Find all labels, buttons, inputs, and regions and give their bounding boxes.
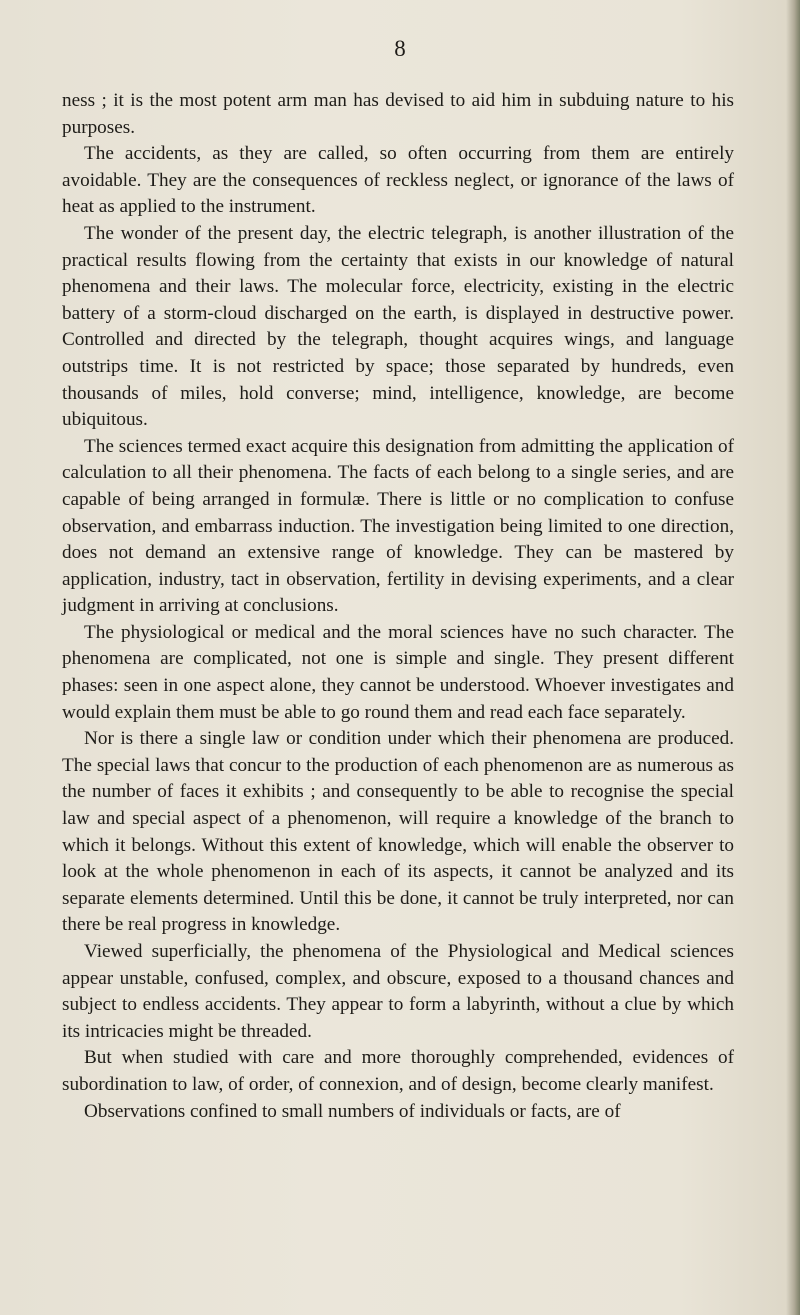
paragraph-telegraph: The wonder of the present day, the electric telegraph, is another illustration of the practical results flowing from the certainty that exists in our knowledge of natural phenomena and their laws. The molecular force, electricity, existing in the electric battery of a storm-cloud discharged on the earth, is displayed in destructive power. Controlled and directed by the telegraph, thought acquires wings, and language outstrips time. It is not restricted by space; those separated by hundreds, even thousands of miles, hold converse; mind, intelligence, knowledge, are become ubiquitous. (62, 222, 734, 431)
paragraph-accidents: The accidents, as they are called, so often occurring from them are entirely avoidable. They are the consequences of reckless neglect, or ignorance of the laws of heat as applied to the instrument. (62, 143, 734, 218)
paragraph-special-laws: Nor is there a single law or condition under which their phenomena are produced. The special laws that concur to the production of each phenomenon are as numerous as the number of faces it exhibits ; and consequently to be able to recognise the special law and special aspect of a phenomenon, will require a knowledge of the branch to which it belongs. Without this extent of knowledge, which will enable the observer to look at the whole phenomenon in each of its aspects, it cannot be analyzed and its separate elements determined. Until this be done, it cannot be truly interpreted, nor can there be real progress in knowledge. (62, 728, 734, 936)
paragraph-continuation: ness ; it is the most potent arm man has devised to aid him in subduing nature to his purposes. (62, 90, 734, 138)
paragraph-studied-with-care: But when studied with care and more thoroughly comprehended, evidences of subordination to law, of order, of connexion, and of design, become clearly manifest. (62, 1047, 734, 1095)
paragraph-exact-sciences: The sciences termed exact acquire this designation from admitting the application of calculation to all their phenomena. The facts of each belong to a single series, and are capable of being arranged in formulæ. There is little or no complication to confuse observation, and embarrass induction. The investigation being limited to one direction, does not demand an extensive range of knowledge. They can be mastered by application, industry, tact in observation, fertility in devising experiments, and a clear judgment in arriving at conclusions. (62, 435, 734, 617)
page-number: 8 (394, 36, 406, 61)
paragraph-physiological-sciences: The physiological or medical and the moral sciences have no such character. The phenomena are complicated, not one is simple and single. They present different phases: seen in one aspect alone, they cannot be understood. Whoever investigates and would explain them must be able to go round them and read each face separately. (62, 621, 734, 723)
page-edge-shadow (786, 0, 800, 1315)
body-text (62, 88, 734, 1125)
paragraph-viewed-superficially: Viewed superficially, the phenomena of the Physiological and Medical sciences appear unstable, confused, complex, and obscure, exposed to a thousand chances and subject to endless accidents. They appear to form a labyrinth, without a clue by which its intricacies might be threaded. (62, 941, 734, 1042)
paragraph-observations: Observations confined to small numbers of individuals or facts, are of (84, 1100, 621, 1122)
